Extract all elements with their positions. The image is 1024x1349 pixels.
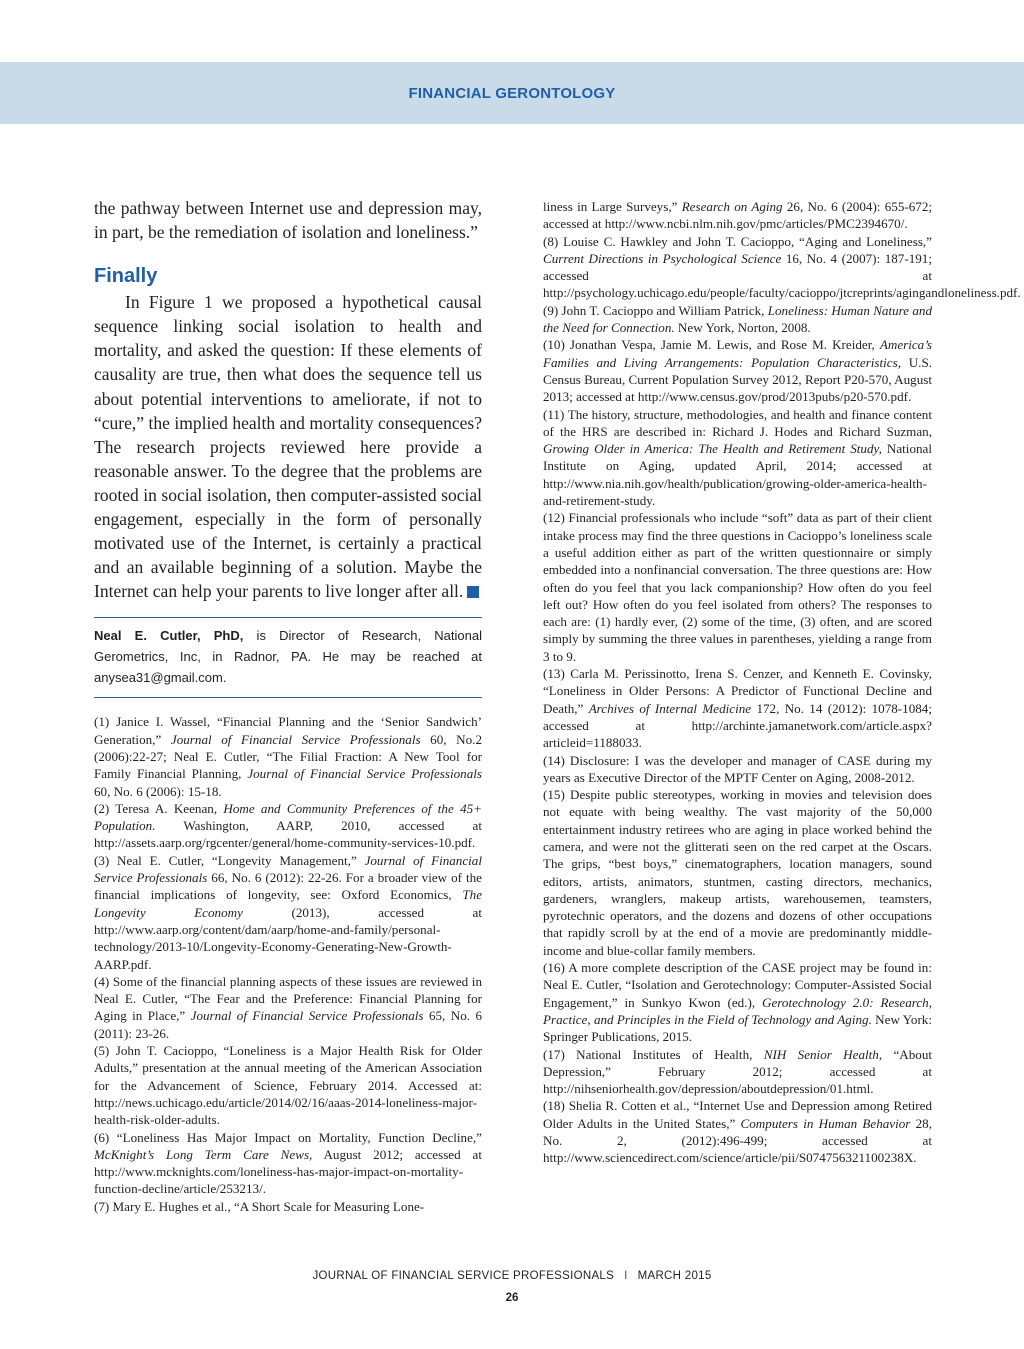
- endnote-title: NIH Senior Health,: [763, 1046, 883, 1062]
- endnote-title: Gerotechnology 2.0: Research, Practice, and Principles in the Field of Technology and Aging.: [543, 994, 932, 1027]
- endnote-title: Growing Older in America: The Health and Retirement Study,: [543, 441, 882, 457]
- endnote-title: Journal of Financial Service Professionals: [190, 1008, 424, 1024]
- endnote-title: Journal of Financial Service Professionals: [247, 766, 482, 782]
- endnote-title: Archives of Internal Medicine: [588, 700, 752, 716]
- section-header-band: [0, 62, 1024, 124]
- endnote-title: Home and Community Preferences of the 45+ Population.: [94, 800, 483, 834]
- endnote-text: “About Depression,” February 2012; accessed at http://nihseniorhealth.gov/depression/aboutdepression/01.html.: [543, 1046, 933, 1097]
- endnote-text: Washington, AARP, 2010, accessed at http://assets.aarp.org/rgcenter/general/home-community-services-10.pdf.: [94, 818, 482, 851]
- endnote-text: (17) National Institutes of Health,: [543, 1046, 764, 1062]
- endnote-text: (2) Teresa A. Keenan,: [94, 800, 224, 816]
- closing-paragraph-text: In Figure 1 we proposed a hypothetical causal sequence linking social isolation to health and mortality, and asked the question: If these elements of causality are true, then what does the sequence tell us about potential interventions to ameliorate, if not to “cure,” the implied health and mortality consequences? The research projects reviewed here provide a reasonable answer. To the degree that the problems are rooted in social isolation, then computer-assisted social engagement, especially in the form of personally motivated use of the Internet, is certainly a practical and an available beginning of a solution. Maybe the Internet can help your parents to live longer after all.: [94, 292, 482, 602]
- continued-paragraph: the pathway between Internet use and depression may, in part, be the remediation of isolation and loneliness.”: [94, 198, 482, 243]
- endnotes-right: [543, 198, 1021, 1167]
- endnote: [543, 1097, 932, 1166]
- endnote: [543, 406, 932, 510]
- endnotes-left: [94, 713, 482, 1215]
- closing-paragraph: [94, 290, 482, 603]
- endnote-text: 66, No. 6 (2012): 22-26. For a broader view of the financial implications of longevity, see: Oxford Economics,: [94, 870, 482, 903]
- endnote-title: Current Directions in Psychological Science: [543, 250, 782, 266]
- issue-date: MARCH 2015: [637, 1270, 712, 1282]
- endnote: [543, 1046, 932, 1098]
- endnote: [94, 1042, 482, 1128]
- endnote: [543, 752, 932, 787]
- section-title: FINANCIAL GERONTOLOGY: [408, 84, 616, 102]
- endnote-text: (5) John T. Cacioppo, “Loneliness is a Major Health Risk for Older Adults,” presentation at the annual meeting of the American Association for the Advancement of Science, February 2014. Accessed at: http://news.uchicago.edu/article/2014/02/16/aaas-2014-loneliness-major-health-risk-older-adults.: [94, 1043, 482, 1128]
- endnote-text: 60, No. 6 (2006): 15-18.: [94, 783, 222, 799]
- endnote: [543, 233, 1021, 302]
- endnote: [94, 973, 482, 1042]
- endnote-title: Journal of Financial Service Professionals: [94, 852, 482, 886]
- endnote: [94, 1129, 482, 1198]
- endnote-title: McKnight’s Long Term Care News,: [94, 1146, 313, 1162]
- endnote-text: (2013), accessed at http://www.aarp.org/content/dam/aarp/home-and-family/personal-technology/2013-10/Longevity-Economy-Generating-New-Growth-AARP.pdf.: [94, 904, 482, 972]
- endnote-text: 26, No. 6 (2004): 655-672; accessed at http://www.ncbi.nlm.nih.gov/pmc/articles/PMC2394670/.: [543, 199, 932, 232]
- endnote-title: Computers in Human Behavior: [740, 1115, 911, 1131]
- right-column: [543, 198, 1021, 1167]
- endnote-title: Journal of Financial Service Professionals: [170, 731, 421, 747]
- endnote-text: (12) Financial professionals who include “soft” data as part of their client intake process may find the three questions in Cacioppo’s loneliness scale a useful addition either as part of the written questionnaire or simply embedded into a nonfinancial conversation. The three questions are: How often do you feel that you lack companionship? How often do you feel left out? How often do you feel isolated from others? The responses to each are: (1) hardly ever, (2) some of the time, (3) often, and are scored simply by summing the three values in parentheses, yielding a range from 3 to 9.: [543, 510, 932, 664]
- endnote: [543, 786, 932, 959]
- journal-name: JOURNAL OF FINANCIAL SERVICE PROFESSIONALS: [312, 1270, 615, 1282]
- endnote: [543, 302, 932, 337]
- endnote-text: 65, No. 6 (2011): 23-26.: [94, 1008, 482, 1041]
- endnote-text: (11) The history, structure, methodologies, and health and finance content of the HRS are described in: Richard J. Hodes and Richard Suzman,: [543, 406, 932, 439]
- endnote-title: The Longevity Economy: [94, 887, 482, 920]
- section-heading: Finally: [94, 265, 158, 288]
- endnote: [543, 959, 932, 1045]
- endnote-title: America’s Families and Living Arrangements: Population Characteristics,: [543, 337, 932, 370]
- endnote: [94, 713, 482, 799]
- endnote-text: National Institute on Aging, updated April, 2014; accessed at http://www.nia.nih.gov/health/publication/growing-older-america-health-and-retirement-study.: [543, 441, 932, 509]
- endnote-text: (3) Neal E. Cutler, “Longevity Management,”: [94, 852, 365, 868]
- bio-bottom-rule: [94, 697, 482, 698]
- endnote: [543, 665, 932, 751]
- endnote-text: U.S. Census Bureau, Current Population Survey 2012, Report P20-570, August 2013; accessed at http://www.census.gov/prod/2013pubs/p20-570.pdf.: [543, 354, 932, 405]
- endnote-text: liness in Large Surveys,”: [543, 199, 682, 214]
- author-bio: [94, 618, 482, 697]
- endnote-text: (4) Some of the financial planning aspects of these issues are reviewed in Neal E. Cutler, “The Fear and the Preference: Financial Planning for Aging in Place,”: [94, 973, 482, 1024]
- endnote: [543, 336, 932, 405]
- endnote: [543, 509, 932, 665]
- endnote-title: Research on Aging: [681, 199, 783, 214]
- endnote: [94, 852, 482, 973]
- endnote-text: (6) “Loneliness Has Major Impact on Mortality, Function Decline,”: [94, 1129, 482, 1145]
- endnote-text: (7) Mary E. Hughes et al., “A Short Scale for Measuring Lone-: [94, 1198, 425, 1214]
- endnote-text: (13) Carla M. Perissinotto, Irena S. Cenzer, and Kenneth E. Covinsky, “Loneliness in Older Persons: A Predictor of Functional Decline and Death,”: [543, 666, 932, 716]
- endnote-text: (14) Disclosure: I was the developer and manager of CASE during my years as Executive Director of the MPTF Center on Aging, 2008-2012.: [543, 752, 932, 785]
- author-bio-text: is Director of Research, National Gerometrics, Inc, in Radnor, PA. He may be reached at anysea31@gmail.com.: [94, 628, 482, 686]
- endnote-text: 16, No. 4 (2007): 187-191; accessed at http://psychology.uchicago.edu/people/faculty/cacioppo/jtcreprints/agingandloneliness.pdf.: [543, 250, 1021, 301]
- author-name: Neal E. Cutler, PhD,: [94, 628, 244, 644]
- page-number: 26: [505, 1292, 519, 1304]
- endnote-text: (1) Janice I. Wassel, “Financial Planning and the ‘Senior Sandwich’ Generation,”: [94, 714, 482, 747]
- endnote-text: (9) John T. Cacioppo and William Patrick,: [543, 302, 768, 318]
- endnote-text: 28, No. 2, (2012):496-499; accessed at http://www.sciencedirect.com/science/article/pii/S074756321100238X.: [543, 1115, 932, 1166]
- endnote-text: (10) Jonathan Vespa, Jamie M. Lewis, and Rose M. Kreider,: [543, 337, 880, 353]
- end-of-article-icon: [467, 586, 479, 598]
- endnote-text: (15) Despite public stereotypes, working in movies and television does not equate with being wealthy. The vast majority of the 50,000 entertainment industry retirees who are aging in place worked behind the camera, and were not the glitterati seen on the red carpet at the Oscars. The grips, “best boys,” cinematographers, location managers, sound editors, artists, animators, stuntmen, casting directors, mechanics, gardeners, wranglers, makeup artists, warehousemen, teamsters, pyrotechnic operators, and the dozens and dozens of other occupations that rapidly scroll by at the end of a movie are predominantly middle-income and blue-collar family members.: [543, 787, 932, 958]
- endnote-text: New York, Norton, 2008.: [674, 320, 811, 336]
- endnote-text: 60, No.2 (2006):22-27; Neal E. Cutler, “The Filial Fraction: A New Tool for Family Financial Planning,: [94, 731, 483, 782]
- footer-separator: I: [624, 1270, 628, 1282]
- endnote-text: August 2012; accessed at http://www.mcknights.com/loneliness-has-major-impact-on-mortality-function-decline/article/253213/.: [94, 1146, 482, 1197]
- endnote-title: Loneliness: Human Nature and the Need for Connection.: [543, 302, 933, 336]
- endnote: [94, 800, 482, 852]
- endnote-text: (8) Louise C. Hawkley and John T. Cacioppo, “Aging and Loneliness,”: [543, 233, 932, 249]
- endnote: [94, 1198, 482, 1215]
- endnote-text: (18) Shelia R. Cotten et al., “Internet Use and Depression among Retired Older Adults in the United States,”: [543, 1098, 932, 1131]
- page-footer: [0, 1270, 1024, 1282]
- endnote-text: New York: Springer Publications, 2015.: [543, 1011, 932, 1045]
- article-body: [94, 196, 482, 603]
- endnote-text: 172, No. 14 (2012): 1078-1084; accessed at http://archinte.jamanetwork.com/article.aspx?articleid=1188033.: [543, 700, 932, 751]
- endnote: [543, 198, 932, 233]
- endnote-text: (16) A more complete description of the CASE project may be found in: Neal E. Cutler, “Isolation and Gerotechnology: Computer-Assisted Social Engagement,” in Sunkyo Kwon (ed.),: [543, 960, 932, 1010]
- left-column: [94, 196, 482, 1215]
